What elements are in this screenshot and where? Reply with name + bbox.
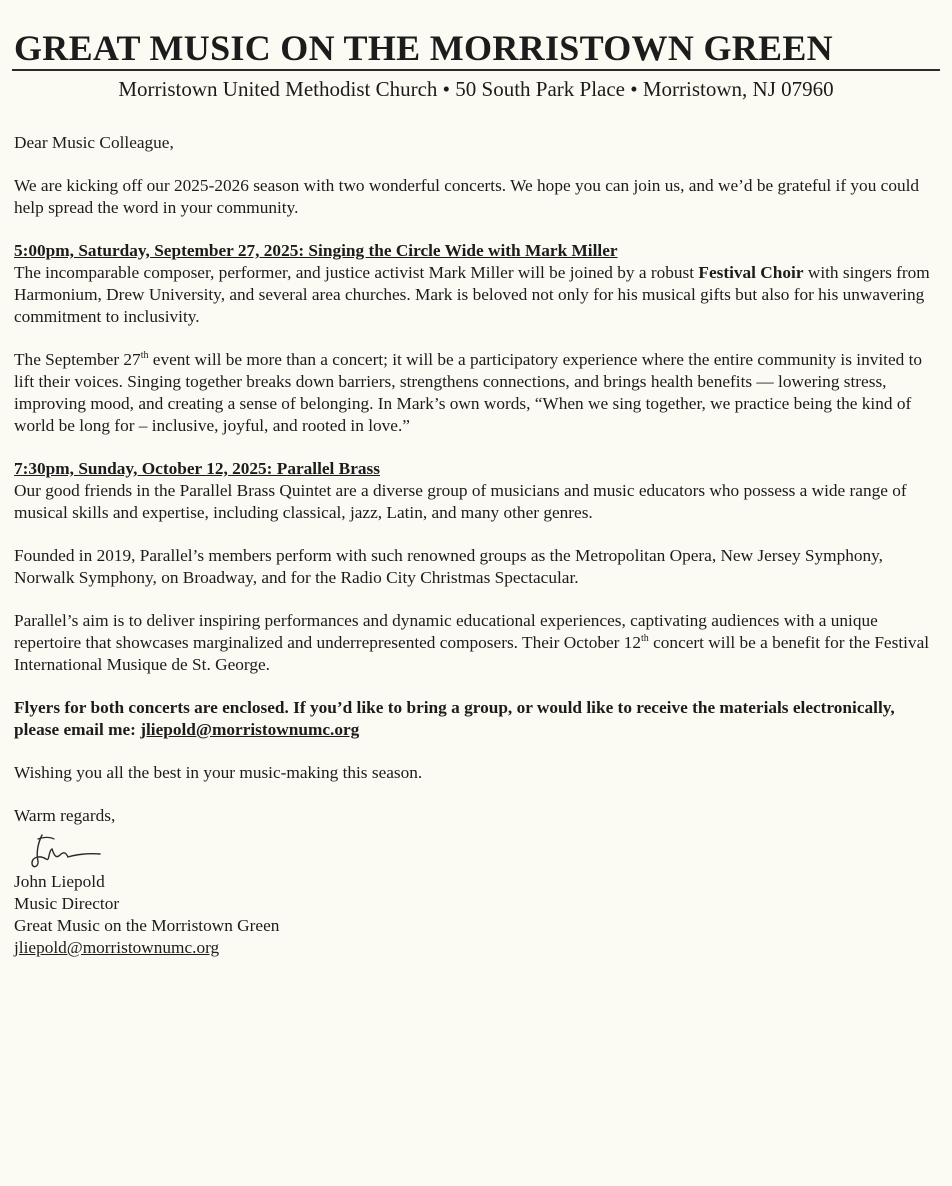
event1-p2-text-a: The September 27: [14, 350, 141, 369]
intro-paragraph: We are kicking off our 2025-2026 season with two wonderful concerts. We hope you can join us, and we’d be grateful if you could help spread the word in your community.: [14, 176, 920, 217]
signer-role: Music Director: [14, 894, 120, 913]
letterhead-title: GREAT MUSIC ON THE MORRISTOWN GREEN: [14, 28, 833, 68]
event1-section: [14, 240, 942, 437]
signature-block: [14, 871, 942, 959]
ordinal-suffix: th: [641, 633, 649, 645]
event1-heading: 5:00pm, Saturday, September 27, 2025: Singing the Circle Wide with Mark Miller: [14, 241, 618, 260]
signer-org: Great Music on the Morristown Green: [14, 916, 280, 935]
salutation: Dear Music Colleague,: [14, 133, 174, 152]
signer-name: John Liepold: [14, 872, 105, 891]
event1-paragraph-2: [14, 349, 942, 437]
contact-email-link[interactable]: jliepold@morristownumc.org: [140, 720, 360, 739]
flyers-text: Flyers for both concerts are enclosed. If you’d like to bring a group, or would like to receive the materials electronically, please email me:: [14, 698, 895, 739]
event2-paragraph-2: Founded in 2019, Parallel’s members perform with such renowned groups as the Metropolitan Opera, New Jersey Symphony, Norwalk Symphony, on Broadway, and for the Radio City Christmas Spectacular.: [14, 546, 884, 587]
event1-p1-text-a: The incomparable composer, performer, and justice activist Mark Miller will be joined by a robust: [14, 263, 699, 282]
signer-email-link[interactable]: jliepold@morristownumc.org: [14, 938, 220, 957]
event2-paragraph-3: [14, 610, 942, 676]
closing: Warm regards,: [14, 806, 116, 825]
event2-paragraph-1: Our good friends in the Parallel Brass Quintet are a diverse group of musicians and music educators who possess a wide range of musical skills and expertise, including classical, jazz, Latin, and many other genres.: [14, 481, 907, 522]
letterhead-rule: [12, 69, 940, 71]
letterhead-address: Morristown United Methodist Church • 50 South Park Place • Morristown, NJ 07960: [118, 77, 834, 101]
event2-p3-text-a: Parallel’s aim is to deliver inspiring performances and dynamic educational experiences, captivating audiences with a unique repertoire that showcases marginalized and underrepresented composers. Their October 12: [14, 611, 878, 652]
event2-heading: 7:30pm, Sunday, October 12, 2025: Parallel Brass: [14, 459, 380, 478]
event2-p3-text-b: concert will be a benefit for the Festival International Musique de St. George.: [14, 633, 930, 674]
event1-paragraph-1: [14, 262, 942, 328]
flyers-paragraph: [14, 697, 942, 741]
letter-body: [14, 132, 942, 959]
signature-image: [28, 829, 108, 873]
event2-section: [14, 458, 942, 676]
event1-p2-text-b: event will be more than a concert; it will be a participatory experience where the entire community is invited to lift their voices. Singing together breaks down barriers, strengthens connections, and brings health benefits — lowering stress, improving mood, and creating a sense of belonging. In Mark’s own words, “When we sing together, we practice being the kind of world be long for – inclusive, joyful, and rooted in love.”: [14, 350, 923, 435]
festival-choir-bold: Festival Choir: [698, 263, 804, 282]
ordinal-suffix: th: [140, 350, 149, 362]
wishes-paragraph: Wishing you all the best in your music-making this season.: [14, 763, 423, 782]
event1-p1-text-b: with singers from Harmonium, Drew University, and several area churches. Mark is beloved not only for his musical gifts but also for his unwavering commitment to inclusivity.: [14, 263, 930, 326]
